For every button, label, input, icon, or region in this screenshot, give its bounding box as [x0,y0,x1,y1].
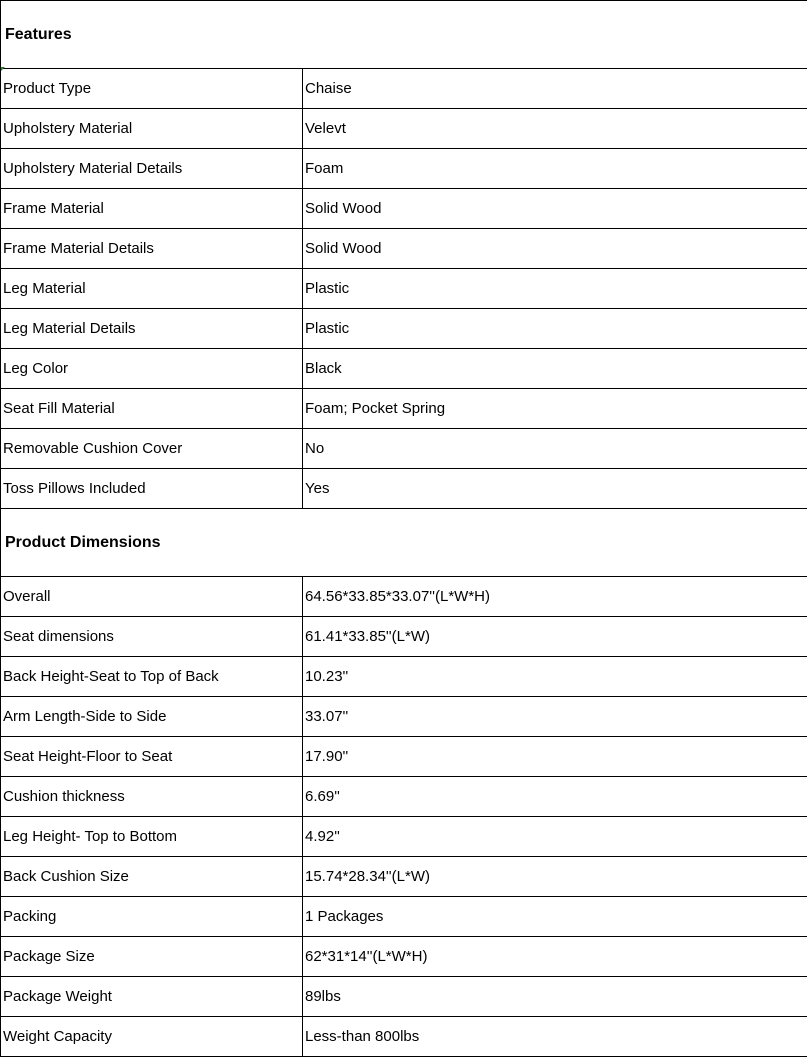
spec-value: Less-than 800lbs [303,1017,807,1057]
table-row [1,577,807,617]
spec-label: Frame Material Details [1,229,303,269]
spec-value: 17.90'' [303,737,807,777]
spec-value: Solid Wood [303,189,807,229]
section-header-row [1,1,807,69]
table-row [1,777,807,817]
spec-label: Seat Fill Material [1,389,303,429]
table-row [1,349,807,389]
spec-value: Black [303,349,807,389]
spec-value: 61.41*33.85''(L*W) [303,617,807,657]
table-row [1,857,807,897]
spec-label: Leg Material [1,269,303,309]
table-row [1,1017,807,1057]
spec-label: Removable Cushion Cover [1,429,303,469]
spec-label: Back Cushion Size [1,857,303,897]
spec-label: Back Height-Seat to Top of Back [1,657,303,697]
section-header-row [1,509,807,577]
spec-value: Foam [303,149,807,189]
spec-value: 1 Packages [303,897,807,937]
spec-value: Yes [303,469,807,509]
spec-value: 89lbs [303,977,807,1017]
spec-label: Weight Capacity [1,1017,303,1057]
spec-label: Product Type [1,69,303,109]
spec-label: Upholstery Material Details [1,149,303,189]
table-row [1,269,807,309]
spec-value: 33.07'' [303,697,807,737]
table-row [1,309,807,349]
spec-value: Velevt [303,109,807,149]
spec-label: Leg Material Details [1,309,303,349]
spec-label: Package Weight [1,977,303,1017]
table-row [1,69,807,109]
table-row [1,937,807,977]
spec-label: Toss Pillows Included [1,469,303,509]
spec-label: Seat Height-Floor to Seat [1,737,303,777]
table-row [1,229,807,269]
table-row [1,389,807,429]
table-row [1,429,807,469]
spec-value: Solid Wood [303,229,807,269]
spec-label: Upholstery Material [1,109,303,149]
spec-label: Packing [1,897,303,937]
spec-label: Cushion thickness [1,777,303,817]
table-row [1,109,807,149]
spec-value: Plastic [303,269,807,309]
spec-value: 4.92'' [303,817,807,857]
spec-value: 15.74*28.34''(L*W) [303,857,807,897]
table-row [1,149,807,189]
spec-value: Chaise [303,69,807,109]
spec-value: 6.69'' [303,777,807,817]
table-row [1,977,807,1017]
spec-label: Seat dimensions [1,617,303,657]
spec-value: Foam; Pocket Spring [303,389,807,429]
table-row [1,657,807,697]
spec-value: No [303,429,807,469]
spec-table-body [1,1,807,1057]
spec-label: Frame Material [1,189,303,229]
table-row [1,897,807,937]
spec-label: Overall [1,577,303,617]
table-row [1,697,807,737]
cell-corner-marker [1,67,5,71]
table-row [1,737,807,777]
section-title: Features [1,1,807,69]
spec-label: Leg Height- Top to Bottom [1,817,303,857]
spec-value: 10.23'' [303,657,807,697]
spec-label: Package Size [1,937,303,977]
table-row [1,817,807,857]
spec-label: Leg Color [1,349,303,389]
spec-value: 62*31*14''(L*W*H) [303,937,807,977]
spec-value: 64.56*33.85*33.07''(L*W*H) [303,577,807,617]
spec-label: Arm Length-Side to Side [1,697,303,737]
section-title: Product Dimensions [1,509,807,577]
table-row [1,469,807,509]
spec-value: Plastic [303,309,807,349]
table-row [1,617,807,657]
table-row [1,189,807,229]
